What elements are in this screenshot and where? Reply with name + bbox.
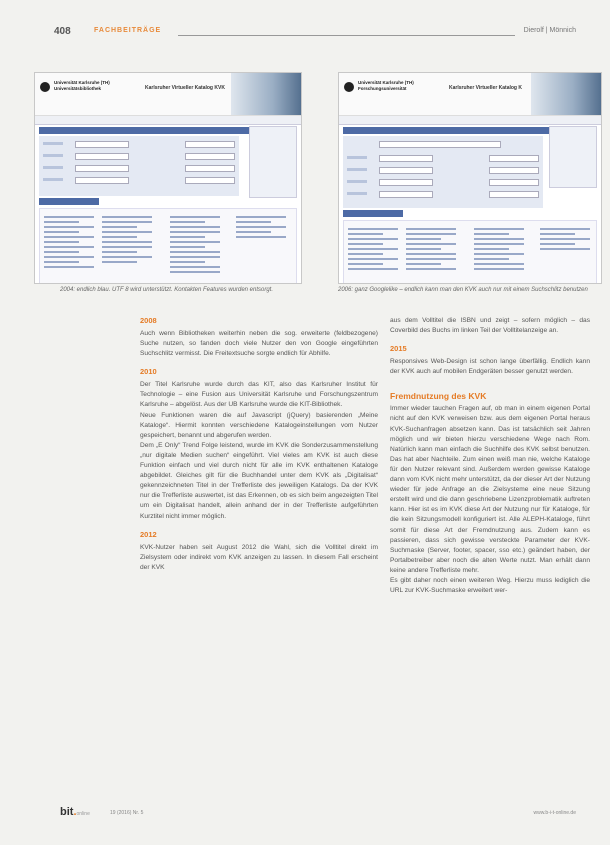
header-photo (231, 73, 301, 115)
form-label (43, 178, 63, 181)
article-column-left (140, 316, 378, 573)
year-heading-2008: 2008 (140, 316, 157, 325)
kvk-title: Karlsruher Virtueller Katalog K (449, 85, 522, 91)
university-logo-icon (344, 82, 354, 92)
kvk-title: Karlsruher Virtueller Katalog KVK (145, 85, 225, 91)
form-field (489, 155, 539, 162)
form-field (379, 155, 433, 162)
catalog-column (540, 225, 590, 253)
paragraph-continued: aus dem Volltitel die ISBN und zeigt – sofern möglich – das Coverbild des Buchs im linken Teil der Volltitelanzeige an. (390, 317, 590, 335)
caption-screenshot-1: 2004: endlich blau. UTF 8 wird unterstützt. Kontakten Features wurden entsorgt. (60, 287, 274, 293)
form-label (43, 142, 63, 145)
options-sidebar (249, 126, 297, 198)
paragraph-2010-b: Neue Funktionen waren die auf Javascript (jQuery) basierenden „Meine Kataloge“. Hiermit konnten verschiedene Katalogeinstellungen vom Nutzer gespeichert, benannt und abgerufen werden. (140, 411, 378, 439)
options-sidebar (549, 126, 597, 188)
year-heading-2015: 2015 (390, 344, 407, 354)
paragraph-fremdnutzung: Immer wieder tauchen Fragen auf, ob man in einem eigenen Portal nicht auf den KVK verweisen bzw. aus dem eigenen Portal heraus KVK-Suchanfragen absetzen kann. Das ist tatsächlich seit Jahren möglich und wir bieten hierzu verschiedene Wege nach Rom. Natürlich kann man einfach die Suchhilfe des KVK selbst benutzen. Das hat aber Nachteile. Zum einen weiß man nie, welche Kataloge für den Nutzer relevant sind. Außerdem werden gewisse Kataloge dann vom KVK nicht mehr unterstützt, da der dieser Art der Nutzung wieder für jede Anfrage an die Zielsysteme eine neue Sitzung erstellt wird und die dann geschriebene Lizenzproblematik auftreten kann. Hier ist es im KVK diese Art der Nutzung nur für Kataloge, für die kein Sitzungsmodell konfiguriert ist. Alle ALEPH-Kataloge, führt somit für diese Art der Fremdnutzung aus. Zudem kann es passieren, dass sich gewisse versteckte Parameter der KVK-Suchmaske (Server, footer, spacer, sso etc.) geändert haben, der Portalbetreiber aber noch die alten Werte nutzt. Man erhält dann keine andere Trefferliste mehr. (390, 405, 590, 574)
form-field (185, 177, 235, 184)
catalog-column (170, 213, 220, 276)
logo-text: bit (60, 806, 74, 818)
form-field (75, 177, 129, 184)
form-label (43, 154, 63, 157)
footer-url: www.b-i-t-online.de (533, 810, 576, 816)
paragraph-2010-c: Dem „E Only“ Trend Folge leistend, wurde im KVK die Sonderzusammenstellung „nur digitale Medien suchen“ eingeführt. Viel vieles am KVK ist auch diese Funktion einfach und viel durch nicht für alle im KVK enthaltenen Kataloge abgebildet. Gleiches gilt für die Buchhandel unter dem KVK als „Digitalisat“ gekennzeichneten Titel in der Trefferliste des jeweiligen Katalogs. Da der KVK nur die Trefferliste auswertet, ist das Erkennen, ob es sich beim angezeigten Titel um ein Digitalisat handelt, allein anhand der in der Trefferliste aufgeführten Kurztitel nicht immer möglich. (140, 441, 378, 520)
freetext-field (379, 141, 501, 148)
form-label (347, 156, 367, 159)
search-form (39, 136, 239, 196)
catalog-column (348, 225, 398, 273)
university-line-2: Forschungsuniversität (358, 86, 407, 91)
running-authors: Dierolf | Mönnich (523, 27, 576, 34)
catalog-column (102, 213, 152, 266)
article-column-right (390, 316, 590, 596)
header-photo (531, 73, 601, 115)
form-field (489, 167, 539, 174)
catalog-column (474, 225, 524, 273)
form-field (379, 167, 433, 174)
university-line-2: Universitätsbibliothek (54, 86, 102, 91)
paragraph-2010-a: Der Titel Karlsruhe wurde durch das KIT, also das Karlsruher Institut für Technologie – eine Fusion aus Universität Karlsruhe und Forschungszentrum Karlsruhe – abgelöst. Aus der UB Karlsruhe wurde die KIT-Bibliothek. (140, 381, 378, 409)
search-form (343, 136, 543, 208)
form-field (75, 165, 129, 172)
form-field (185, 141, 235, 148)
catalog-column (406, 225, 456, 273)
issue-info: 19 (2016) Nr. 5 (110, 810, 144, 816)
section-title: FACHBEITRÄGE (94, 27, 162, 34)
paragraph-last: Es gibt daher noch einen weiteren Weg. Hierzu muss lediglich die URL zur KVK-Suchmaske erweitert wer- (390, 576, 590, 595)
paragraph-2015: Responsives Web-Design ist schon lange überfällig. Endlich kann der KVK auch auf mobilen Endgeräten besser genutzt werden. (390, 358, 590, 376)
form-label (43, 166, 63, 169)
form-field (489, 179, 539, 186)
form-field (185, 165, 235, 172)
form-field (489, 191, 539, 198)
catalog-tab (343, 210, 403, 217)
caption-screenshot-2: 2006: ganz Googlelike – endlich kann man den KVK auch nur mit einem Suchschlitz benutzen (338, 287, 588, 293)
form-field (185, 153, 235, 160)
screenshot-kvk-2004 (34, 72, 302, 284)
form-field (75, 141, 129, 148)
year-heading-2012: 2012 (140, 529, 157, 539)
university-line-1: Universität Karlsruhe (TH) (54, 80, 110, 85)
header-rule (178, 35, 515, 36)
section-heading-fremdnutzung: Fremdnutzung des KVK (390, 391, 487, 402)
university-name (54, 80, 110, 92)
form-label (347, 180, 367, 183)
page-number: 408 (54, 26, 71, 37)
screenshot-nav (35, 116, 301, 125)
form-field (75, 153, 129, 160)
screenshot-kvk-2006 (338, 72, 602, 284)
university-logo-icon (40, 82, 50, 92)
catalog-tab (39, 198, 99, 205)
form-field (379, 179, 433, 186)
paragraph-2012: KVK-Nutzer haben seit August 2012 die Wahl, sich die Volltitel direkt im Zielsystem oder indirekt vom KVK anzeigen zu lassen. In diesem Fall erscheint der KVK (140, 543, 378, 571)
paragraph-2008: Auch wenn Bibliotheken weiterhin neben die sog. erweiterte (feldbezogene) Suche nutzen, so fanden doch viele Nutzer den von Google eingeführten Suchschlitz vermisst. Die Freitextsuche sorgte endlich für Abhilfe. (140, 330, 378, 358)
catalog-column (236, 213, 286, 241)
year-heading-2010: 2010 (140, 367, 157, 377)
university-name (358, 80, 414, 92)
catalog-list (39, 208, 297, 284)
form-label (347, 192, 367, 195)
catalog-column (44, 213, 94, 271)
university-line-1: Universität Karlsruhe (TH) (358, 80, 414, 85)
form-field (379, 191, 433, 198)
catalog-list (343, 220, 597, 284)
screenshot-nav (339, 116, 601, 125)
form-label (347, 168, 367, 171)
bit-online-logo: bit.online (60, 806, 90, 818)
screenshot-header (339, 73, 601, 116)
screenshot-header (35, 73, 301, 116)
logo-suffix: online (76, 811, 90, 817)
